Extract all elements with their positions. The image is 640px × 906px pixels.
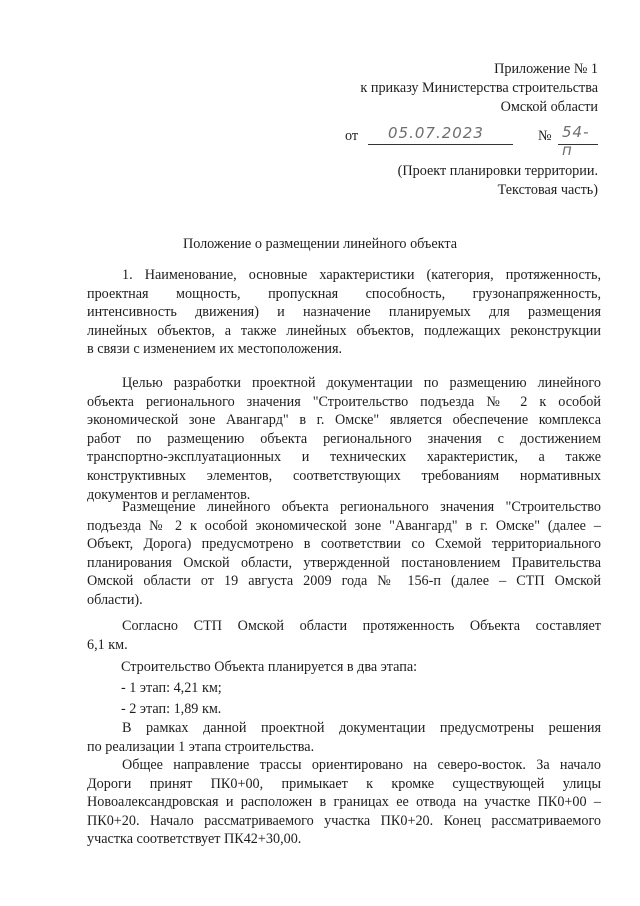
appendix-line-3: Омской области [500, 99, 598, 115]
text-line: ПК0+20. Начало рассматриваемого участка ПК0+20. Конец рассматриваемого [87, 812, 601, 829]
stages-intro: Строительство Объекта планируется в два этапа: [121, 659, 418, 675]
number-field [558, 123, 598, 159]
text-line: В рамках данной проектной документации предусмотрены решения [122, 720, 601, 736]
number-label: № [538, 128, 552, 144]
date-field [368, 124, 513, 145]
handwritten-date: 05.07.2023 [388, 124, 484, 142]
text-line: конструктивных элементов, соответствующих требованиям нормативных [87, 467, 601, 484]
text-line: в связи с изменением их местоположения. [87, 341, 343, 358]
text-line: подъезда № 2 к особой экономической зоне "Авангард" в г. Омске" (далее – [87, 517, 601, 534]
stage-1: - 1 этап: 4,21 км; [121, 680, 222, 696]
text-line: линейных объектов, а также линейных объектов, подлежащих реконструкции [87, 322, 601, 339]
project-note-line-2: Текстовая часть) [497, 182, 598, 198]
placement-paragraph [87, 498, 601, 610]
section-1-paragraph [87, 266, 601, 359]
length-paragraph [87, 617, 601, 654]
purpose-paragraph [87, 374, 601, 504]
text-line: 6,1 км. [87, 636, 128, 653]
text-line: 1. Наименование, основные характеристики (категория, протяженность, [122, 267, 601, 283]
text-line: по реализации 1 этапа строительства. [87, 738, 315, 755]
text-line: транспортно-эксплуатационных и технических характеристик, а также [87, 449, 601, 466]
text-line: Омской области от 19 августа 2009 года № 156-п (далее – СТП Омской [87, 573, 601, 590]
text-line: участка соответствует ПК42+30,00. [87, 831, 302, 848]
text-line: работ по размещению объекта регионального значения с достижением [87, 430, 601, 447]
text-line: Объект, Дорога) предусмотрено в соответствии со Схемой территориального [87, 536, 601, 553]
stage-2: - 2 этап: 1,89 км. [121, 701, 222, 717]
text-line: Согласно СТП Омской области протяженность Объекта составляет [122, 618, 601, 634]
text-line: Общее направление трассы ориентировано на северо-восток. За начало [122, 757, 601, 773]
direction-paragraph [87, 756, 601, 849]
appendix-line-1: Приложение № 1 [494, 61, 598, 77]
text-line: Целью разработки проектной документации по размещению линейного [122, 375, 601, 391]
text-line: области). [87, 591, 143, 608]
project-note-line-1: (Проект планировки территории. [397, 163, 598, 179]
text-line: Новоалександровская и расположен в границах ее отвода на участке ПК0+00 – [87, 794, 601, 811]
appendix-line-2: к приказу Министерства строительства [360, 80, 598, 96]
text-line: экономической зоне Авангард" в г. Омске" является обеспечение комплекса [87, 412, 601, 429]
text-line: Размещение линейного объекта регионального значения "Строительство [122, 499, 601, 515]
text-line: проектная мощность, пропускная способность, грузонапряженность, [87, 285, 601, 302]
text-line: Дороги принят ПК0+00, примыкает к кромке существующей улицы [87, 775, 601, 792]
text-line: планирования Омской области, утвержденной постановлением Правительства [87, 554, 601, 571]
from-label: от [345, 128, 359, 144]
order-date-number-line [345, 123, 599, 159]
section-title: Положение о размещении линейного объекта [182, 236, 458, 252]
text-line: документов и регламентов. [87, 486, 251, 503]
decisions-paragraph [87, 719, 601, 756]
text-line: объекта регионального значения "Строительство подъезда № 2 к особой [87, 393, 601, 410]
handwritten-number: 54-п [562, 123, 590, 159]
text-line: интенсивность движения) и назначение планируемых для размещения [87, 304, 601, 321]
